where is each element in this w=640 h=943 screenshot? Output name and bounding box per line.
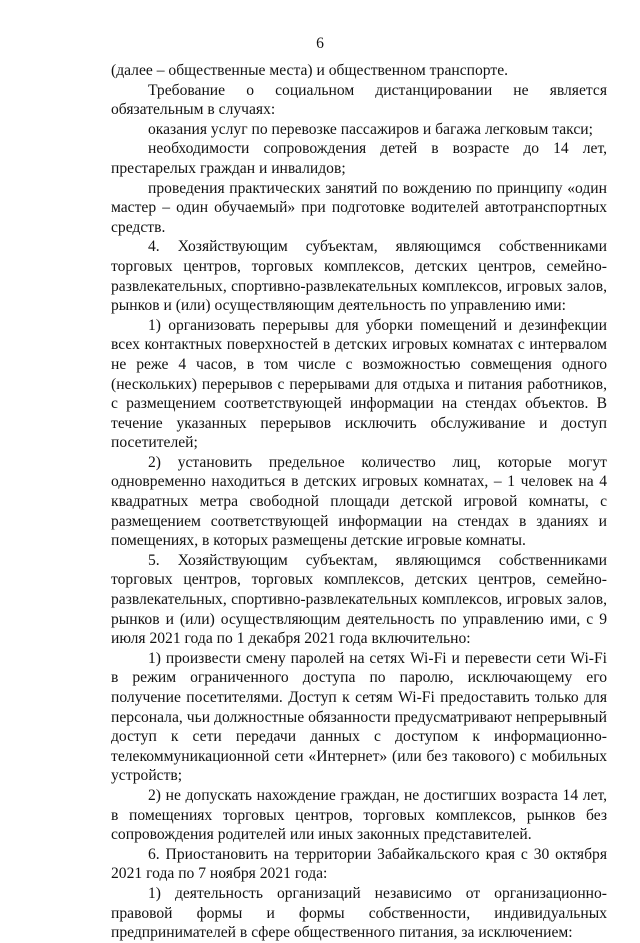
- document-body: [111, 61, 607, 943]
- paragraph: оказания услуг по перевозке пассажиров и багажа легковым такси;: [148, 120, 593, 138]
- paragraph: 2) установить предельное количество лиц, которые могут одновременно находиться в детских игровых комнатах, – 1 человек на 4 квадратных метра свободной площади детской игровой комнаты, с размещением соответствующей информации на стендах в зданиях и помещениях, в которых размещены детские игровые комнаты.: [111, 453, 607, 550]
- paragraph: 1) произвести смену паролей на сетях Wi-Fi и перевести сети Wi-Fi в режим ограниченного доступа по паролю, исключающему его получение посетителями. Доступ к сетям Wi-Fi предоставить только для персонала, чьи должностные обязанности предусматривают непрерывный доступ к сети передачи данных с доступом к информационно-телекоммуникационной сети «Интернет» (или без такового) с мобильных устройств;: [111, 649, 607, 785]
- paragraph: 1) организовать перерывы для уборки помещений и дезинфекции всех контактных поверхностей в детских игровых комнатах с интервалом не реже 4 часов, в том числе с возможностью совмещения одного (нескольких) перерывов с перерывами для отдыха и питания работников, с размещением соответствующей информации на стендах объектов. В течение указанных перерывов исключить обслуживание и доступ посетителей;: [111, 316, 607, 452]
- paragraph: Требование о социальном дистанцировании не является обязательным в случаях:: [111, 81, 607, 119]
- paragraph: 4. Хозяйствующим субъектам, являющимся собственниками торговых центров, торговых комплексов, детских центров, семейно-развлекательных, спортивно-развлекательных комплексов, игровых залов, рынков и (или) осуществляющим деятельность по управлению ими:: [111, 238, 607, 315]
- paragraph: 5. Хозяйствующим субъектам, являющимся собственниками торговых центров, торговых комплексов, детских центров, семейно-развлекательных, спортивно-развлекательных комплексов, игровых залов, рынков и (или) осуществляющим деятельность по управлению ими, с 9 июля 2021 года по 1 декабря 2021 года включительно:: [111, 551, 607, 648]
- page-number: 6: [316, 35, 324, 52]
- paragraph: (далее – общественные места) и общественном транспорте.: [111, 62, 509, 79]
- paragraph: 6. Приостановить на территории Забайкальского края с 30 октября 2021 года по 7 ноября 2021 года:: [111, 845, 607, 883]
- paragraph: проведения практических занятий по вождению по принципу «один мастер – один обучаемый» при подготовке водителей автотранспортных средств.: [111, 179, 607, 236]
- paragraph: 1) деятельность организаций независимо от организационно-правовой формы и формы собственности, индивидуальных предпринимателей в сфере общественного питания, за исключением:: [111, 884, 607, 942]
- paragraph: 2) не допускать нахождение граждан, не достигших возраста 14 лет, в помещениях торговых центров, торговых комплексов, рынков без сопровождения родителей или иных законных представителей.: [111, 786, 607, 844]
- paragraph: необходимости сопровождения детей в возрасте до 14 лет, престарелых граждан и инвалидов;: [111, 140, 607, 177]
